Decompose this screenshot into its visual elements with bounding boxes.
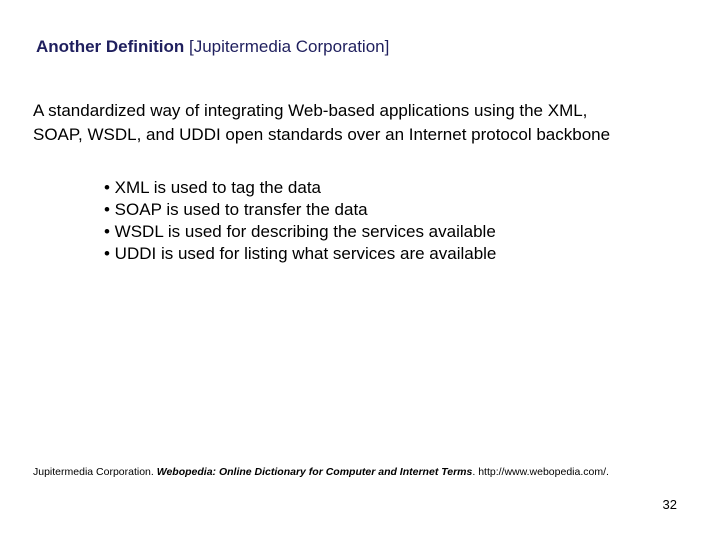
bullet-item-wsdl: • WSDL is used for describing the services available bbox=[104, 222, 496, 241]
citation-url: . http://www.webopedia.com/. bbox=[472, 466, 609, 478]
definition-line-2: SOAP, WSDL, and UDDI open standards over an Internet protocol backbone bbox=[33, 125, 611, 144]
citation-author: Jupitermedia Corporation. bbox=[33, 466, 154, 478]
definition-text bbox=[33, 99, 713, 147]
slide-title-source: [Jupitermedia Corporation] bbox=[189, 37, 390, 56]
citation-work: Webopedia: Online Dictionary for Computer and Internet Terms bbox=[156, 466, 473, 478]
bullet-list bbox=[104, 177, 496, 265]
bullet-item-uddi: • UDDI is used for listing what services are available bbox=[104, 244, 497, 263]
bullet-item-soap: • SOAP is used to transfer the data bbox=[104, 200, 368, 219]
page-number: 32 bbox=[662, 497, 677, 512]
citation bbox=[33, 465, 609, 479]
bullet-item-xml: • XML is used to tag the data bbox=[104, 178, 322, 197]
slide-title-bold: Another Definition bbox=[36, 37, 185, 56]
slide-title bbox=[36, 36, 389, 58]
definition-line-1: A standardized way of integrating Web-based applications using the XML, bbox=[33, 101, 588, 120]
